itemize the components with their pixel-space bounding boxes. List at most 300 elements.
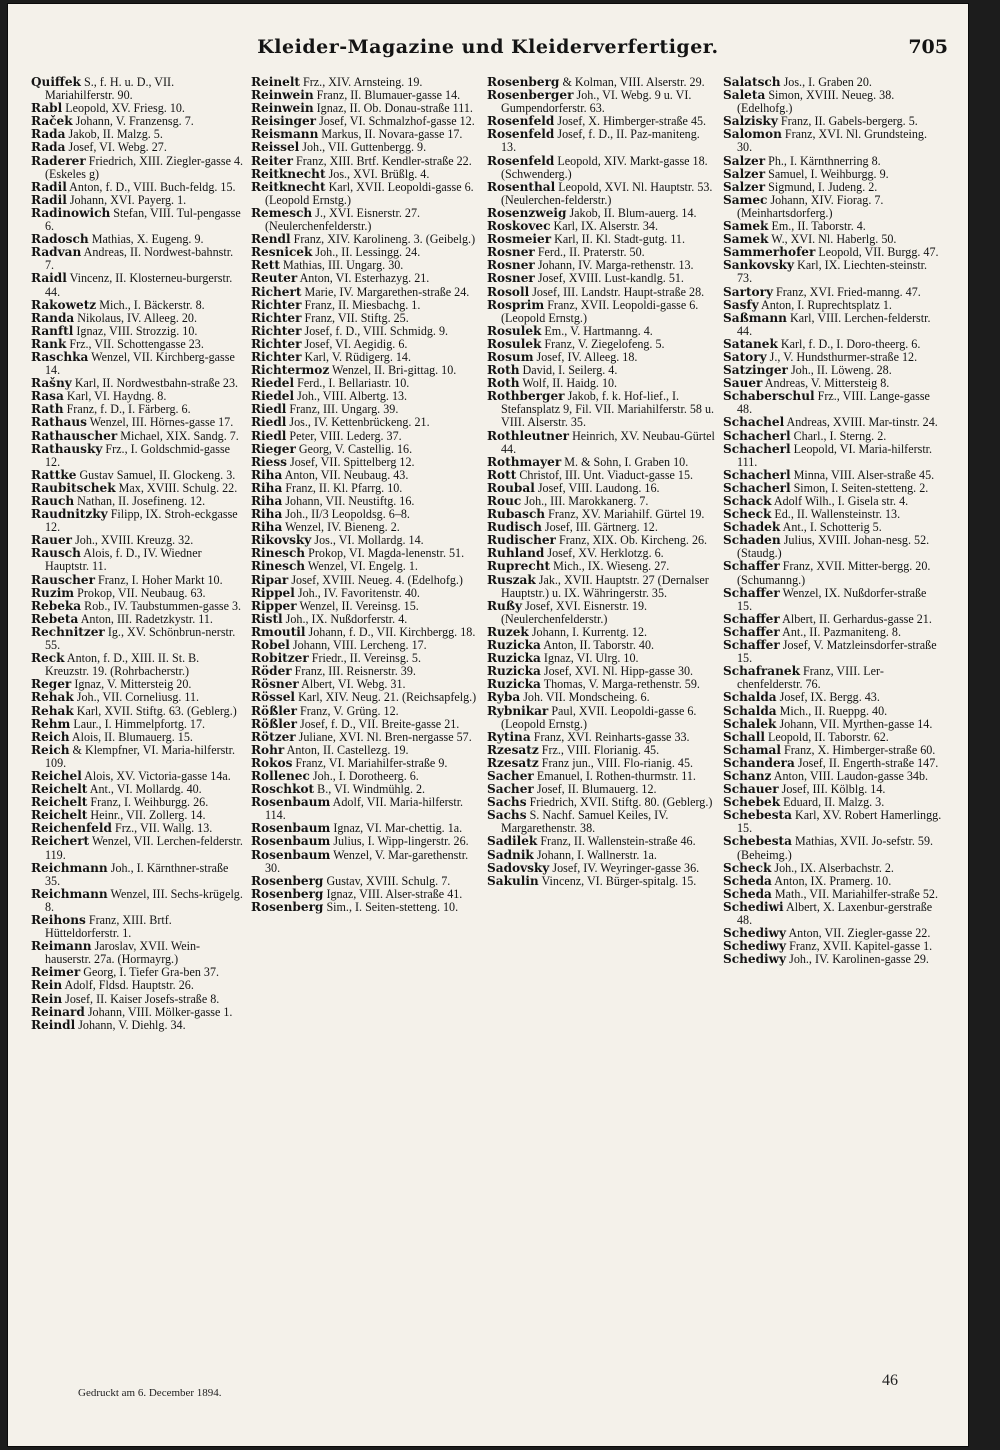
entry-details: Joh., VI. Webg. 9 u. VI. Gumpendorferstr. 63. [501,88,692,116]
entry-surname: Sasfy [723,297,759,312]
entry-surname: Reichert [31,834,90,849]
entry-details: Jos., IV. Kettenbrückeng. 21. [289,415,430,430]
entry-details: J., V. Hundsthurmer-straße 12. [769,349,918,364]
entry-surname: Schalda [723,703,777,718]
directory-entry [251,849,481,875]
directory-entry [723,665,944,691]
entry-details: Friedrich, XIII. Ziegler-gasse 4. (Eskeles g) [45,153,244,181]
entry-details: Johann, XIV. Fiorag. 7. (Meinhartsdorferg.) [737,192,884,220]
entry-surname: Schalek [723,716,777,731]
entry-surname: Schalda [723,690,777,705]
entry-surname: Rothmayer [487,454,562,469]
entry-surname: Reinard [31,1004,85,1019]
entry-details: Josef, XV. Herklotzg. 6. [547,546,664,561]
entry-surname: Reitknecht [251,179,326,194]
entry-details: Anton, VII. Ziegler-gasse 22. [788,926,931,941]
entry-details: Jak., XVII. Hauptstr. 27 (Dernalser Hauptstr.) u. IX. Währingerstr. 35. [501,572,709,600]
entry-surname: Schadek [723,520,781,535]
entry-surname: Sadnik [487,847,534,862]
entry-details: Em., II. Taborstr. 4. [771,219,866,234]
entry-details: J., XVI. Eisnerstr. 27. (Neulerchenfelderstr.) [265,205,421,234]
entry-details: Ignaz, VIII. Alser-straße 41. [326,886,463,901]
sheet-number: 46 [882,1372,898,1389]
entry-surname: Ruzek [487,624,529,639]
entry-details: Jaroslav, XVII. Wein-hauserstr. 27a. (Hormayrg.) [45,939,201,967]
directory-entry [251,901,481,914]
entry-details: Franz, XVI. Fried-manng. 47. [776,284,921,299]
entry-surname: Schebek [723,795,781,810]
entry-details: Friedrich, XVII. Stiftg. 80. (Geblerg.) [529,795,713,810]
entry-surname: Reger [31,677,72,692]
directory-entry [251,181,481,207]
entry-details: Mich., II. Rueppg. 40. [779,703,888,718]
entry-surname: Richter [251,297,302,312]
entry-details: Johann, IV. Marga-rethenstr. 13. [537,258,694,273]
entry-details: Frz., VII. Wallg. 13. [114,821,213,836]
entry-details: Prokop, VI. Magda-lenenstr. 51. [308,546,465,561]
entry-surname: Sadovsky [487,860,550,875]
entry-details: Franz, XVII. Leopoldi-gasse 6. (Leopold Ernstg.) [501,297,699,325]
entry-details: Joh., II. Lessingg. 24. [315,245,421,260]
directory-entry [31,155,245,181]
entry-surname: Schaffer [723,559,780,574]
directory-entry [31,652,245,678]
entry-details: Mathias, XVII. Jo-sefstr. 59. (Beheimg.) [737,834,934,862]
entry-details: Anton, II. Taborstr. 40. [543,638,655,653]
entry-surname: Reichelt [31,782,88,797]
entry-surname: Roschkot [251,782,315,797]
entry-surname: Schediwi [723,899,784,914]
entry-details: Adolf Wilh., I. Gisela str. 4. [773,494,909,508]
entry-details: Johann, V. Diehlg. 34. [78,1017,186,1032]
directory-column [251,76,481,1386]
entry-surname: Rathausky [31,441,103,456]
entry-surname: Sankovsky [723,258,795,273]
entry-surname: Reichmann [31,886,108,901]
entry-details: Karl, IX. Liechten-steinstr. 73. [737,258,928,286]
entry-details: Vincenz, VI. Bürger-spitalg. 15. [541,873,697,888]
directory-entry [487,600,717,626]
entry-surname: Reitknecht [251,166,326,181]
entry-surname: Ryba [487,690,521,705]
entry-surname: Rehak [31,703,74,718]
entry-surname: Schaffer [723,585,780,600]
entry-details: Josef, VI. Aegidig. 6. [304,336,408,351]
entry-surname: Rzesatz [487,755,539,770]
entry-surname: Schaden [723,533,781,548]
entry-details: Christof, III. Unt. Viaduct-gasse 15. [519,467,694,482]
entry-details: Ant., II. Pazmaniteng. 8. [782,624,901,639]
page-number: 705 [908,36,948,58]
directory-entry [31,272,245,298]
entry-surname: Rieger [251,441,296,456]
entry-details: Josef, IV. Alleeg. 18. [536,349,638,364]
entry-surname: Schafranek [723,664,801,679]
entry-surname: Reinelt [251,76,301,89]
directory-entry [251,796,481,822]
entry-details: Joh. VII. Mondscheing. 6. [523,690,650,705]
directory-entry [723,128,944,154]
entry-details: Wenzel, VII. Lerchen-felderstr. 119. [45,834,243,862]
entry-details: Juliane, XVI. Nl. Bren-nergasse 57. [298,729,472,744]
entry-surname: Schamal [723,742,781,757]
entry-details: Josef, V. Matzleinsdorfer-straße 15. [737,638,937,666]
entry-surname: Rippel [251,585,295,600]
entry-surname: Reinwein [251,88,314,103]
entry-details: Joh., III. Marokkanerg. 7. [524,494,649,508]
entry-details: Joh., I. Kärnthner-straße 35. [45,860,229,888]
entry-details: Frz., VII. Schottengasse 23. [69,336,204,351]
entry-surname: Rytina [487,729,531,744]
entry-surname: Rinesch [251,559,306,574]
entry-details: Jakob, f. k. Hof-lief., I. Stefansplatz 9, Fil. VII. Mariahilferstr. 58 u. VIII. Alserstr. 35. [501,389,715,430]
entry-details: Gustav Samuel, II. Glockeng. 3. [79,467,236,482]
entry-details: Wenzel, III. Sechs-krügelg. 8. [45,886,243,914]
entry-details: Max, XVIII. Schulg. 22. [118,480,238,495]
directory-entry [31,207,245,233]
entry-surname: Reisinger [251,114,317,129]
directory-entry [487,705,717,731]
entry-surname: Rußy [487,598,523,613]
directory-entry [487,89,717,115]
entry-surname: Rebeka [31,598,82,613]
entry-details: Mathias, X. Eugeng. 9. [91,232,204,247]
entry-surname: Rosenbaum [251,821,331,836]
entry-details: Nathan, II. Josefineng. 12. [77,494,206,508]
entry-details: Johann, VIII. Mölker-gasse 1. [87,1004,233,1019]
entry-details: Sim., I. Seiten-stetteng. 10. [326,899,459,914]
entry-surname: Riedl [251,415,287,430]
entry-surname: Rett [251,258,280,273]
entry-details: Franz, III. Reisnerstr. 39. [294,664,416,679]
entry-details: Leopold, VI. Maria-hilferstr. 111. [737,441,933,469]
entry-details: Franz, XIV. Karolineng. 3. (Geibelg.) [293,232,476,247]
entry-surname: Salzer [723,166,766,181]
entry-surname: Riedl [251,428,287,443]
entry-details: Laur., I. Himmelpfortg. 17. [73,716,206,731]
entry-surname: Ruzicka [487,651,541,666]
entry-details: Josef, VI. Webg. 27. [68,140,167,155]
directory-column [487,76,717,1386]
entry-surname: Roth [487,363,520,378]
entry-details: Ignaz, VIII. Strozzig. 10. [76,323,198,338]
directory-entry [251,207,481,233]
directory-entry [487,390,717,429]
entry-surname: Richter [251,310,302,325]
entry-surname: Reiter [251,153,293,168]
entry-surname: Rein [31,978,63,993]
entry-surname: Robel [251,638,290,653]
entry-details: Franz, I. Hoher Markt 10. [98,572,223,587]
entry-details: Prokop, VII. Neubaug. 63. [77,585,206,600]
entry-details: Johann, VIII. Lercheng. 17. [292,638,427,653]
entry-surname: Ranftl [31,323,74,338]
entry-details: Jakob, II. Blum-auerg. 14. [569,205,697,220]
entry-details: Peter, VIII. Lederg. 37. [289,428,402,443]
entry-details: Josef, IX. Bergg. 43. [779,690,880,705]
entry-details: S. Nachf. Samuel Keiles, IV. Margarethenstr. 38. [501,808,669,836]
entry-details: & Kolman, VIII. Alserstr. 29. [562,76,705,89]
entry-details: Johann, I. Wallnerstr. 1a. [536,847,657,862]
entry-surname: Rašny [31,376,72,391]
entry-surname: Rikovsky [251,533,312,548]
entry-details: Josef, II. Engerth-straße 147. [797,755,939,770]
entry-details: Alois, f. D., IV. Wiedner Hauptstr. 11. [45,546,202,574]
directory-columns [31,76,946,1386]
directory-entry [31,914,245,940]
entry-surname: Reich [31,729,70,744]
entry-surname: Schacherl [723,428,791,443]
entry-details: Samuel, I. Weihburgg. 9. [768,166,889,181]
entry-details: Franz, X. Himberger-straße 60. [784,742,936,757]
entry-details: Leopold, XVI. Nl. Hauptstr. 53. (Neulerchen-felderstr.) [501,179,713,207]
entry-details: Franz, II. Gabels-bergerg. 5. [780,114,918,129]
entry-surname: Rothleutner [487,428,570,443]
entry-surname: Rößler [251,703,297,718]
entry-surname: Riedel [251,389,295,404]
entry-surname: Satanek [723,336,778,351]
entry-details: Anton, f. D., XIII. II. St. B. Kreuzstr. 19. (Rohrbacherstr.) [45,651,200,679]
entry-surname: Radosch [31,232,89,247]
entry-details: Markus, II. Novara-gasse 17. [321,127,463,142]
entry-details: Franz, XIX. Ob. Kircheng. 26. [558,533,708,548]
entry-surname: Richert [251,284,302,299]
entry-details: Adolf, Fldsd. Hauptstr. 26. [64,978,194,993]
entry-surname: Rank [31,336,67,351]
entry-details: Josef, XVI. Nl. Hipp-gasse 30. [543,664,694,679]
entry-details: Andreas, II. Nordwest-bahnstr. 7. [45,245,234,273]
entry-details: Franz, V. Ziegelofeng. 5. [544,336,665,351]
entry-details: Minna, VIII. Alser-straße 45. [793,467,935,482]
directory-entry [31,744,245,770]
entry-surname: Quiffek [31,76,81,89]
entry-details: Franz, XIII. Brtf. Hütteldorferstr. 1. [45,913,172,941]
entry-details: Ignaz, II. Ob. Donau-straße 111. [316,101,473,116]
entry-details: Joh., VII. Corneliusg. 11. [76,690,200,705]
entry-surname: Richter [251,336,302,351]
entry-details: Anton, II. Castellezg. 19. [286,742,409,757]
directory-column [723,76,944,1386]
entry-details: Franz jun., VIII. Flo-rianig. 45. [541,755,694,770]
entry-surname: Rokos [251,755,293,770]
entry-details: Franz, II. Miesbachg. 1. [304,297,421,312]
entry-surname: Rösner [251,677,299,692]
entry-surname: Rechnitzer [31,624,105,639]
entry-details: Johann, VII. Myrthen-gasse 14. [779,716,933,731]
entry-details: Karl, V. Rüdigerg. 14. [304,349,411,364]
entry-surname: Scheck [723,860,772,875]
entry-details: Leopold, VII. Burgg. 47. [818,245,939,260]
entry-surname: Reihons [31,913,86,927]
entry-surname: Randa [31,310,75,325]
entry-details: Josef, f. D., VIII. Schmidg. 9. [304,323,449,338]
entry-details: Wenzel, III. Hörnes-gasse 17. [89,415,234,430]
entry-details: Ferd., I. Bellariastr. 10. [297,376,410,391]
entry-surname: Schediwy [723,952,787,967]
directory-entry [31,547,245,573]
entry-details: Karl, XVII. Leopoldi-gasse 6. (Leopold Ernstg.) [265,179,474,207]
entry-surname: Ristl [251,611,283,626]
entry-surname: Raderer [31,153,86,168]
entry-surname: Rehm [31,716,71,731]
entry-surname: Riedel [251,376,295,391]
entry-details: Michael, XIX. Sandg. 7. [120,428,239,443]
entry-surname: Rosenthal [487,179,556,194]
entry-surname: Reichenfeld [31,821,112,836]
entry-details: Jos., I. Graben 20. [783,76,872,89]
entry-details: Frz., VIII. Lange-gasse 48. [737,389,930,417]
entry-details: Franz, V. Grüng. 12. [300,703,399,718]
directory-entry [487,299,717,325]
entry-surname: Radil [31,192,67,207]
entry-details: Sigmund, I. Judeng. 2. [768,179,878,194]
entry-details: Josef, XVIII. Neueg. 4. (Edelhofg.) [291,572,463,587]
entry-details: Ed., II. Wallensteinstr. 13. [774,507,901,522]
entry-details: Anton, VIII. Laudon-gasse 34b. [773,768,929,783]
entry-details: Adolf, VII. Maria-hilferstr. 114. [265,795,464,823]
entry-surname: Ruzicka [487,638,541,653]
entry-surname: Rosoll [487,284,530,299]
entry-surname: Raudnitzky [31,507,108,522]
entry-details: Franz, VI. Mariahilfer-straße 9. [295,755,448,770]
entry-details: Anton, VI. Esterhazyg. 21. [299,271,430,286]
entry-surname: Samec [723,192,768,207]
entry-surname: Samek [723,219,769,234]
entry-details: Karl, VIII. Lerchen-felderstr. 44. [737,310,931,338]
entry-surname: Rakowetz [31,297,97,312]
entry-details: Eduard, II. Malzg. 3. [783,795,885,810]
entry-surname: Rudischer [487,533,556,548]
entry-surname: Schediwy [723,939,787,954]
entry-surname: Satory [723,349,767,364]
entry-surname: Rosner [487,245,535,260]
entry-surname: Reissel [251,140,300,155]
entry-surname: Schacherl [723,467,791,482]
entry-surname: Remesch [251,205,313,220]
entry-details: Karl, II. Kl. Stadt-gutg. 11. [554,232,685,247]
directory-entry [723,89,944,115]
entry-surname: Reichelt [31,795,88,810]
entry-details: Johann, f. D., VII. Kirchbergg. 18. [308,624,476,639]
directory-entry [723,809,944,835]
entry-details: Johann, V. Franzensg. 7. [75,114,194,129]
entry-surname: Rmoutil [251,624,306,639]
entry-surname: Rzesatz [487,742,539,757]
directory-entry [723,534,944,560]
entry-surname: Reindl [31,1017,76,1032]
entry-details: Josef, III. Kölblg. 14. [781,782,886,797]
directory-entry [31,888,245,914]
entry-surname: Schandera [723,755,795,770]
entry-surname: Reimer [31,965,81,980]
entry-details: Albert, II. Gerhardus-gasse 21. [782,611,932,626]
entry-details: Josef, f. D., II. Paz-maniteng. 13. [501,127,700,155]
entry-surname: Reich [31,742,70,757]
directory-page [8,4,968,1446]
entry-surname: Rosprim [487,297,545,312]
entry-surname: Rosenberg [251,873,324,888]
directory-entry [487,809,717,835]
entry-details: Franz, II. Wallenstein-straße 46. [540,834,696,849]
entry-details: Ig., XV. Schönbrun-nerstr. 55. [45,624,236,653]
entry-surname: Reimann [31,939,92,954]
entry-details: Georg, V. Castellig. 16. [298,441,413,456]
entry-details: Rob., IV. Taubstummen-gasse 3. [84,598,242,613]
entry-details: M. & Sohn, I. Graben 10. [564,454,689,469]
entry-details: Alois, XV. Victoria-gasse 14a. [84,768,231,783]
entry-details: Josef, XVIII. Lust-kandlg. 51. [537,271,684,286]
entry-surname: Sartory [723,284,773,299]
entry-surname: Reichelt [31,808,88,823]
entry-surname: Sachs [487,795,527,810]
entry-details: Albert, X. Laxenbur-gerstraße 48. [737,899,933,927]
entry-details: Anton, III. Radetzkystr. 11. [80,611,213,626]
entry-surname: Rosenzweig [487,205,567,220]
entry-details: Franz, XV. Mariahilf. Gürtel 19. [548,507,705,522]
directory-entry [723,901,944,927]
directory-entry [723,312,944,338]
entry-surname: Rabl [31,101,63,116]
entry-surname: Schall [723,729,765,744]
directory-entry [487,430,717,456]
entry-surname: Rosenbaum [251,847,331,862]
entry-details: Math., VII. Mariahilfer-straße 52. [774,886,939,901]
entry-surname: Robitzer [251,651,309,666]
entry-details: Joh., II/3 Leopoldsg. 6–8. [285,507,410,522]
entry-details: Wenzel, II. Bri-gittag. 10. [332,363,457,378]
entry-surname: Rathauscher [31,428,118,443]
entry-surname: Riha [251,507,283,522]
entry-details: Anton, f. D., VIII. Buch-feldg. 15. [69,179,236,194]
directory-entry [723,953,944,966]
directory-entry [487,155,717,181]
entry-surname: Raschka [31,349,89,364]
entry-surname: Richter [251,349,302,364]
entry-surname: Rubasch [487,507,546,522]
entry-details: Joh., IV. Favoritenstr. 40. [297,585,420,600]
directory-entry [723,587,944,613]
entry-surname: Schack [723,494,772,508]
entry-details: Andreas, XVIII. Mar-tinstr. 24. [786,415,938,430]
page-title: Kleider-Magazine und Kleiderverfertiger. [257,36,719,58]
entry-details: B., VI. Windmühlg. 2. [317,782,426,797]
entry-details: Leopold, II. Taborstr. 62. [767,729,889,744]
entry-surname: Rouc [487,494,522,508]
entry-surname: Salzer [723,179,766,194]
entry-surname: Rosenbaum [251,795,331,810]
entry-surname: Rothberger [487,389,565,404]
entry-surname: Sammerhofer [723,245,816,260]
entry-surname: Rada [31,127,66,142]
entry-details: Albert, VI. Webg. 31. [301,677,406,692]
entry-surname: Salzisky [723,114,778,129]
entry-surname: Sakulin [487,873,539,888]
entry-surname: Rosenberger [487,88,574,103]
entry-surname: Resnicek [251,245,313,260]
entry-surname: Salatsch [723,76,781,89]
entry-surname: Rosmeier [487,232,552,247]
entry-surname: Ruzim [31,585,75,600]
entry-details: Stefan, VIII. Tul-pengasse 6. [45,205,241,234]
entry-details: Wenzel, VI. Engelg. 1. [307,559,418,574]
entry-details: Ant., VI. Mollardg. 40. [89,782,202,797]
entry-details: Karl, XV. Robert Hamerlingg. 15. [737,808,942,836]
entry-surname: Rößler [251,716,297,731]
entry-details: Anton, I. Ruprechtsplatz 1. [760,297,892,312]
entry-details: Josef, III. Gärtnerg. 12. [544,520,658,535]
directory-entry [723,443,944,469]
entry-surname: Schediwy [723,926,787,941]
